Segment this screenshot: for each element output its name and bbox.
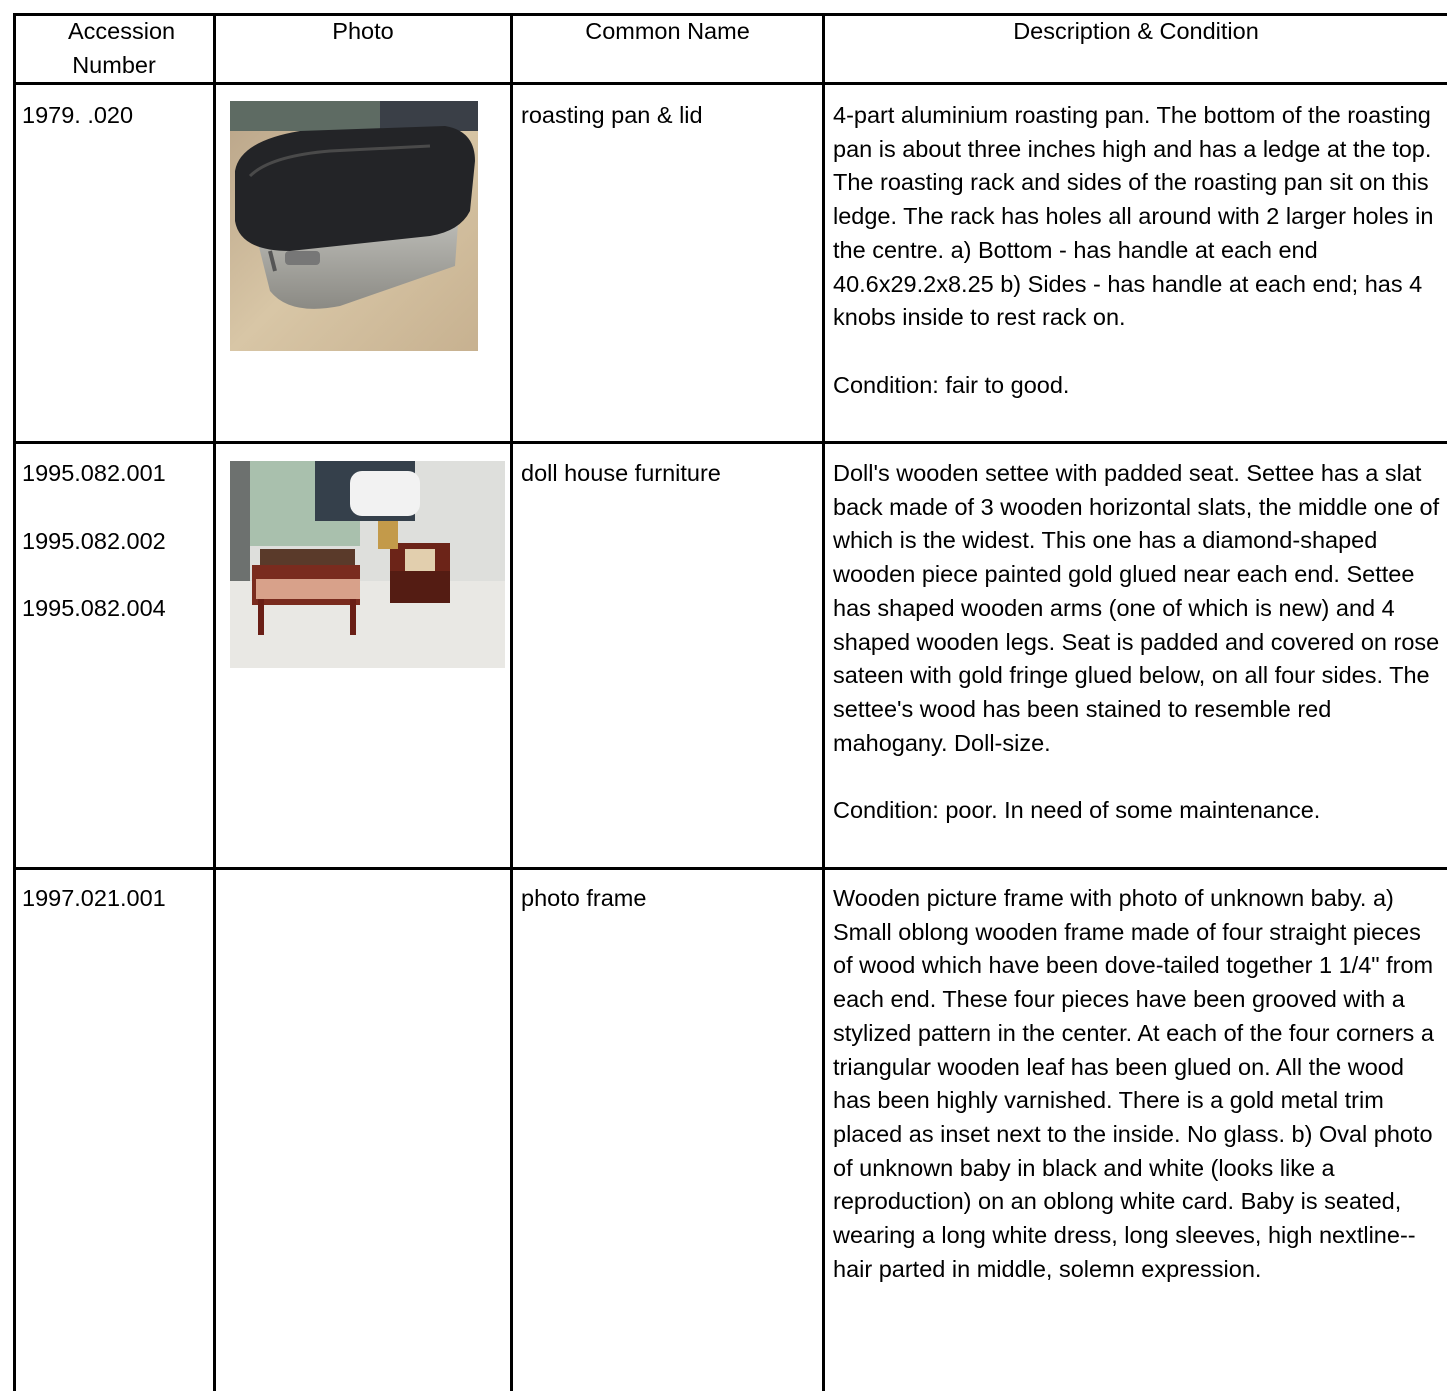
header-divider bbox=[13, 82, 1447, 85]
accession-number: 1995.082.004 bbox=[22, 595, 166, 621]
header-description-condition: Description & Condition bbox=[1013, 18, 1259, 44]
common-name: roasting pan & lid bbox=[521, 102, 703, 128]
column-divider bbox=[13, 13, 16, 1391]
description-text: Doll's wooden settee with padded seat. Settee has a slat back made of 3 wooden horizontal slats, the middle one of which is the widest. This one has a diamond-shaped wooden piece painted gold glued near each end. Settee has shaped wooden arms (one of which is new) and 4 shaped wooden legs. Seat is padded and covered on rose sateen with gold fringe glued below, on all four sides. The settee's wood has been stained to resemble red mahogany. Doll-size. bbox=[833, 460, 1440, 756]
header-accession-number: Accession Number bbox=[68, 18, 176, 78]
description-text: Wooden picture frame with photo of unknown baby. a) Small oblong wooden frame made of four straight pieces of wood which have been dove-tailed together 1 1/4" from each end. These four pieces have been grooved with a stylized pattern in the center. At each of the four corners a triangular wooden leaf has been glued on. All the wood has been highly varnished. There is a gold metal trim placed as inset next to the inside. No glass. b) Oval photo of unknown baby in black and white (looks like a reproduction) on an oblong white card. Baby is seated, wearing a long white dress, long sleeves, high nextline--hair parted in middle, solemn expression. bbox=[833, 885, 1434, 1282]
accession-number: 1995.082.002 bbox=[22, 528, 166, 554]
description-condition bbox=[833, 882, 1445, 1286]
accession-number: 1995.082.001 bbox=[22, 460, 166, 486]
row-divider bbox=[13, 867, 1447, 870]
description-condition bbox=[833, 457, 1445, 828]
common-name: photo frame bbox=[521, 885, 647, 911]
accession-number: 1979. .020 bbox=[22, 102, 134, 128]
condition-text: Condition: poor. In need of some maintenance. bbox=[833, 797, 1321, 824]
roasting-pan-image bbox=[230, 101, 478, 351]
item-photo-doll-house-furniture bbox=[230, 461, 505, 668]
accession-number: 1997.021.001 bbox=[22, 885, 166, 911]
item-photo-roasting-pan bbox=[230, 101, 478, 351]
doll-furniture-image bbox=[230, 461, 505, 668]
common-name: doll house furniture bbox=[521, 460, 721, 486]
header-common-name: Common Name bbox=[585, 18, 750, 44]
column-divider bbox=[213, 13, 216, 1391]
column-divider bbox=[510, 13, 513, 1391]
description-text: 4-part aluminium roasting pan. The bottom of the roasting pan is about three inches high and has a ledge at the top. The roasting rack and sides of the roasting pan sit on this ledge. The rack has holes all around with 2 larger holes in the centre. a) Bottom - has handle at each end 40.6x29.2x8.25 b) Sides - has handle at each end; has 4 knobs inside to rest rack on. bbox=[833, 102, 1434, 331]
header-photo: Photo bbox=[332, 18, 394, 44]
row-divider bbox=[13, 441, 1447, 444]
description-condition bbox=[833, 99, 1445, 402]
condition-text: Condition: fair to good. bbox=[833, 371, 1070, 398]
column-divider bbox=[822, 13, 825, 1391]
